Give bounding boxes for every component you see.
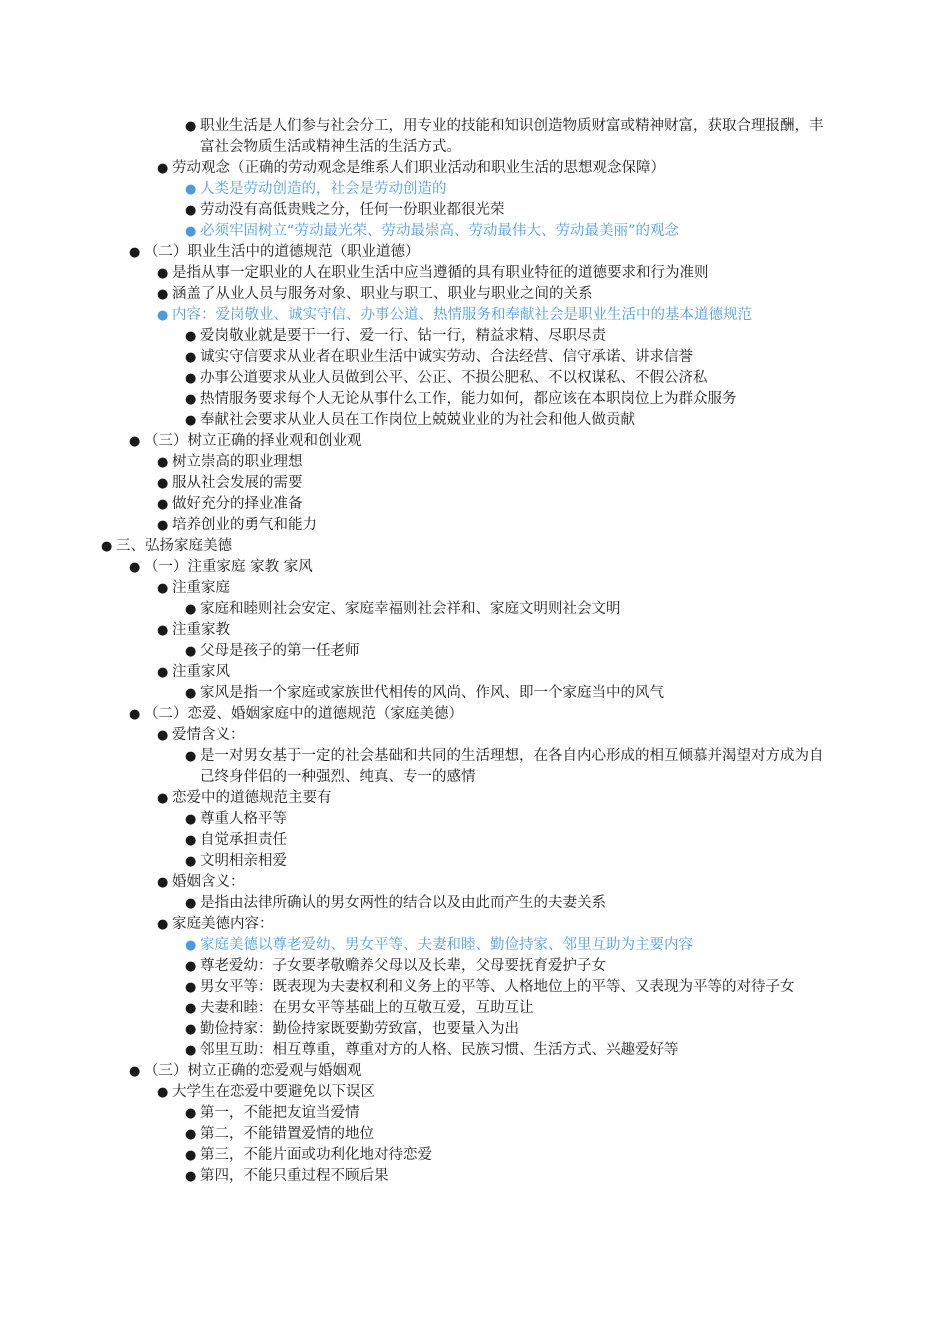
outline-item-text: 办事公道要求从业人员做到公平、公正、不损公肥私、不以权谋私、不假公济私 <box>200 370 708 386</box>
outline-item-text: 注重家风 <box>172 664 230 680</box>
bullet-icon: ● <box>157 665 169 680</box>
bullet-icon: ● <box>185 812 197 827</box>
outline-item-level-3 <box>0 389 950 410</box>
outline-item-level-2 <box>0 662 950 683</box>
outline-item-text: 夫妻和睦：在男女平等基础上的互敬互爱，互助互让 <box>200 1000 534 1016</box>
bullet-icon: ● <box>157 308 169 323</box>
bullet-icon: ● <box>129 560 141 575</box>
outline-item-text: （二）恋爱、婚姻家庭中的道德规范（家庭美德） <box>144 706 463 722</box>
outline-item-level-3 <box>0 347 950 368</box>
outline-item-text: 做好充分的择业准备 <box>172 496 303 512</box>
outline-item-text: 劳动观念（正确的劳动观念是维系人们职业活动和职业生活的思想观念保障） <box>172 160 665 176</box>
bullet-icon: ● <box>185 602 197 617</box>
outline-item-text: 自觉承担责任 <box>200 832 287 848</box>
bullet-icon: ● <box>157 728 169 743</box>
bullet-icon: ● <box>157 917 169 932</box>
bullet-icon: ● <box>157 875 169 890</box>
outline-item-level-3 <box>0 1145 950 1166</box>
outline-item-level-2 <box>0 872 950 893</box>
outline-item-text: 家风是指一个家庭或家族世代相传的风尚、作风、即一个家庭当中的风气 <box>200 685 664 701</box>
bullet-icon: ● <box>185 1106 197 1121</box>
outline-item-text: （三）树立正确的恋爱观与婚姻观 <box>144 1063 362 1079</box>
outline-item-text: 文明相亲相爱 <box>200 853 287 869</box>
outline-item-text: 是一对男女基于一定的社会基础和共同的生活理想，在各自内心形成的相互倾慕并渴望对方成为自己终身伴侣的一种强烈、纯真、专一的感情 <box>200 748 824 785</box>
outline-item-level-3 <box>0 179 950 200</box>
outline-item-level-3 <box>0 410 950 431</box>
bullet-icon: ● <box>185 182 197 197</box>
bullet-icon: ● <box>129 245 141 260</box>
outline-item-level-3 <box>0 1166 950 1187</box>
bullet-icon: ● <box>185 686 197 701</box>
bullet-icon: ● <box>157 1085 169 1100</box>
bullet-icon: ● <box>129 1064 141 1079</box>
bullet-icon: ● <box>157 476 169 491</box>
outline-item-text: 注重家教 <box>172 622 230 638</box>
bullet-icon: ● <box>185 980 197 995</box>
outline-item-text: 劳动没有高低贵贱之分，任何一份职业都很光荣 <box>200 202 505 218</box>
outline-item-level-2 <box>0 1082 950 1103</box>
bullet-icon: ● <box>157 791 169 806</box>
outline-item-text: 第四，不能只重过程不顾后果 <box>200 1168 389 1184</box>
bullet-icon: ● <box>185 1001 197 1016</box>
outline-item-text: 涵盖了从业人员与服务对象、职业与职工、职业与职业之间的关系 <box>172 286 593 302</box>
outline-item-level-3 <box>0 830 950 851</box>
outline-item-level-2 <box>0 515 950 536</box>
outline-item-text: 注重家庭 <box>172 580 230 596</box>
outline-item-level-2 <box>0 158 950 179</box>
outline-item-level-3 <box>0 893 950 914</box>
bullet-icon: ● <box>157 455 169 470</box>
outline-item-text: 第二，不能错置爱情的地位 <box>200 1126 374 1142</box>
bullet-icon: ● <box>157 518 169 533</box>
outline-item-level-1 <box>0 704 950 725</box>
bullet-icon: ● <box>185 203 197 218</box>
outline-item-text: 尊老爱幼：子女要孝敬赡养父母以及长辈，父母要抚育爱护子女 <box>200 958 606 974</box>
outline-item-text: 大学生在恋爱中要避免以下误区 <box>172 1084 375 1100</box>
outline-item-level-2 <box>0 263 950 284</box>
outline-item-level-1 <box>0 557 950 578</box>
outline-item-text: 婚姻含义： <box>172 874 245 890</box>
outline-item-text: 勤俭持家：勤俭持家既要勤劳致富，也要量入为出 <box>200 1021 519 1037</box>
outline-item-level-1 <box>0 242 950 263</box>
bullet-icon: ● <box>185 1127 197 1142</box>
outline-item-level-2 <box>0 620 950 641</box>
bullet-icon: ● <box>185 959 197 974</box>
bullet-icon: ● <box>185 1148 197 1163</box>
bullet-icon: ● <box>185 644 197 659</box>
bullet-icon: ● <box>157 581 169 596</box>
outline-item-text: （二）职业生活中的道德规范（职业道德） <box>144 244 420 260</box>
outline-list <box>0 116 950 1187</box>
bullet-icon: ● <box>185 1022 197 1037</box>
outline-item-level-1 <box>0 431 950 452</box>
outline-item-level-0 <box>0 536 950 557</box>
outline-item-text: 第三，不能片面或功利化地对待恋爱 <box>200 1147 432 1163</box>
bullet-icon: ● <box>185 938 197 953</box>
outline-item-level-1 <box>0 1061 950 1082</box>
outline-item-level-3 <box>0 851 950 872</box>
outline-item-level-3 <box>0 368 950 389</box>
outline-item-text: 爱情含义： <box>172 727 245 743</box>
bullet-icon: ● <box>129 707 141 722</box>
bullet-icon: ● <box>157 161 169 176</box>
bullet-icon: ● <box>185 896 197 911</box>
outline-item-text: 男女平等：既表现为夫妻权利和义务上的平等、人格地位上的平等、又表现为平等的对待子女 <box>200 979 795 995</box>
bullet-icon: ● <box>185 413 197 428</box>
outline-item-level-3 <box>0 746 950 788</box>
outline-item-level-2 <box>0 452 950 473</box>
bullet-icon: ● <box>157 623 169 638</box>
outline-item-level-3 <box>0 641 950 662</box>
bullet-icon: ● <box>157 287 169 302</box>
outline-item-text: 必须牢固树立“劳动最光荣、劳动最崇高、劳动最伟大、劳动最美丽”的观念 <box>200 223 680 239</box>
outline-item-text: 树立崇高的职业理想 <box>172 454 303 470</box>
outline-item-text: 服从社会发展的需要 <box>172 475 303 491</box>
outline-item-level-3 <box>0 998 950 1019</box>
outline-item-text: 家庭美德内容： <box>172 916 274 932</box>
outline-item-text: （一）注重家庭 家教 家风 <box>144 559 313 575</box>
bullet-icon: ● <box>185 854 197 869</box>
outline-item-text: 第一，不能把友谊当爱情 <box>200 1105 360 1121</box>
bullet-icon: ● <box>185 833 197 848</box>
bullet-icon: ● <box>185 329 197 344</box>
bullet-icon: ● <box>185 749 197 764</box>
outline-item-level-3 <box>0 1103 950 1124</box>
outline-item-level-3 <box>0 1019 950 1040</box>
outline-item-text: 家庭美德以尊老爱幼、男女平等、夫妻和睦、勤俭持家、邻里互助为主要内容 <box>200 937 693 953</box>
outline-item-text: 家庭和睦则社会安定、家庭幸福则社会祥和、家庭文明则社会文明 <box>200 601 621 617</box>
outline-item-level-3 <box>0 200 950 221</box>
bullet-icon: ● <box>101 539 113 554</box>
outline-item-level-2 <box>0 578 950 599</box>
outline-item-text: 邻里互助：相互尊重，尊重对方的人格、民族习惯、生活方式、兴趣爱好等 <box>200 1042 679 1058</box>
outline-item-level-3 <box>0 326 950 347</box>
outline-item-level-2 <box>0 788 950 809</box>
outline-item-text: 三、弘扬家庭美德 <box>116 538 232 554</box>
outline-item-text: 培养创业的勇气和能力 <box>172 517 317 533</box>
bullet-icon: ● <box>185 1169 197 1184</box>
outline-item-text: 爱岗敬业就是要干一行、爱一行、钻一行，精益求精、尽职尽责 <box>200 328 606 344</box>
outline-item-text: 内容：爱岗敬业、诚实守信、办事公道、热情服务和奉献社会是职业生活中的基本道德规范 <box>172 307 752 323</box>
bullet-icon: ● <box>185 119 197 134</box>
outline-item-level-2 <box>0 473 950 494</box>
outline-item-level-3 <box>0 977 950 998</box>
outline-item-level-2 <box>0 284 950 305</box>
outline-item-level-2 <box>0 494 950 515</box>
bullet-icon: ● <box>157 266 169 281</box>
bullet-icon: ● <box>185 392 197 407</box>
bullet-icon: ● <box>129 434 141 449</box>
outline-item-level-2 <box>0 305 950 326</box>
outline-item-level-3 <box>0 116 950 158</box>
bullet-icon: ● <box>185 371 197 386</box>
bullet-icon: ● <box>185 350 197 365</box>
outline-item-text: 诚实守信要求从业者在职业生活中诚实劳动、合法经营、信守承诺、讲求信誉 <box>200 349 693 365</box>
outline-item-level-2 <box>0 914 950 935</box>
bullet-icon: ● <box>185 1043 197 1058</box>
outline-item-text: 尊重人格平等 <box>200 811 287 827</box>
outline-item-text: 恋爱中的道德规范主要有 <box>172 790 332 806</box>
outline-item-text: 奉献社会要求从业人员在工作岗位上兢兢业业的为社会和他人做贡献 <box>200 412 635 428</box>
outline-item-text: 人类是劳动创造的，社会是劳动创造的 <box>200 181 447 197</box>
outline-item-level-3 <box>0 1040 950 1061</box>
outline-item-level-3 <box>0 221 950 242</box>
outline-item-level-3 <box>0 956 950 977</box>
outline-item-text: （三）树立正确的择业观和创业观 <box>144 433 362 449</box>
outline-item-level-3 <box>0 683 950 704</box>
outline-item-text: 是指从事一定职业的人在职业生活中应当遵循的具有职业特征的道德要求和行为准则 <box>172 265 709 281</box>
outline-item-level-3 <box>0 599 950 620</box>
outline-item-text: 热情服务要求每个人无论从事什么工作，能力如何，都应该在本职岗位上为群众服务 <box>200 391 737 407</box>
outline-item-text: 职业生活是人们参与社会分工，用专业的技能和知识创造物质财富或精神财富，获取合理报酬，丰富社会物质生活或精神生活的生活方式。 <box>200 118 824 155</box>
outline-item-text: 父母是孩子的第一任老师 <box>200 643 360 659</box>
outline-item-level-3 <box>0 1124 950 1145</box>
outline-item-level-3 <box>0 809 950 830</box>
outline-item-level-3 <box>0 935 950 956</box>
bullet-icon: ● <box>157 497 169 512</box>
outline-item-level-2 <box>0 725 950 746</box>
bullet-icon: ● <box>185 224 197 239</box>
outline-item-text: 是指由法律所确认的男女两性的结合以及由此而产生的夫妻关系 <box>200 895 606 911</box>
